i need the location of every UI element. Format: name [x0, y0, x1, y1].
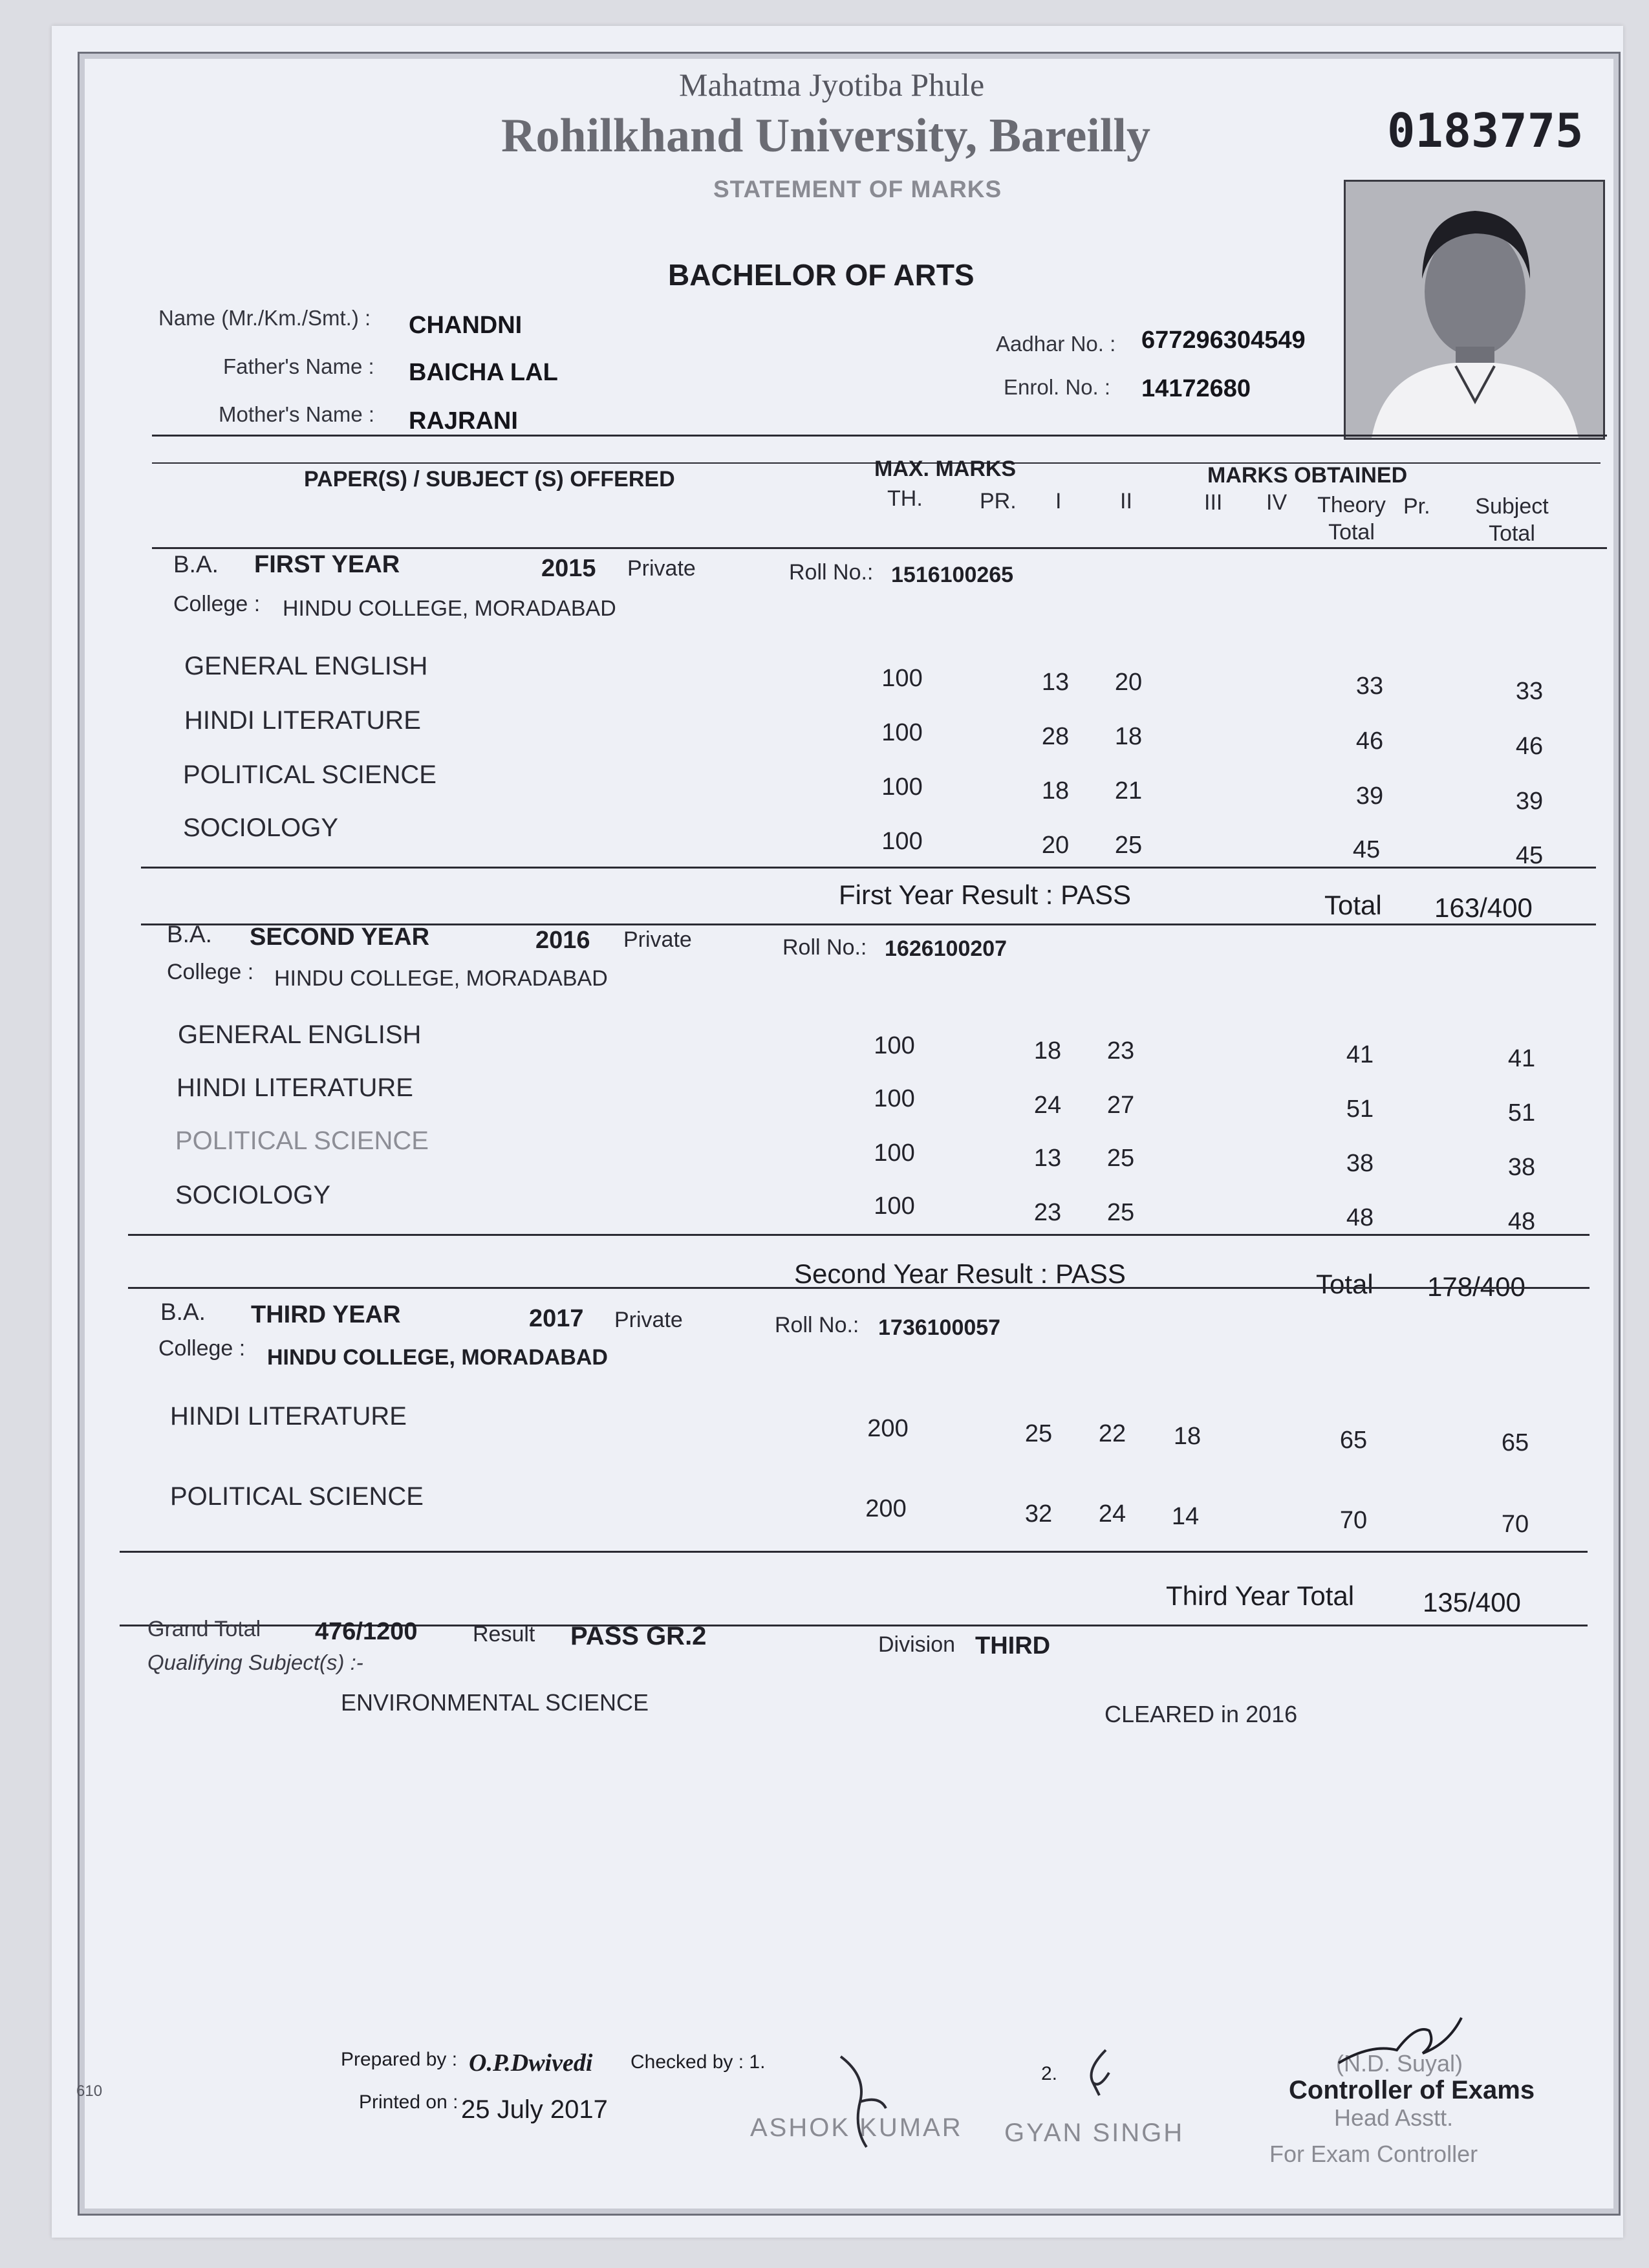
y1-paper-i: 13	[1041, 669, 1070, 696]
y3-paper-iii: 18	[1173, 1423, 1202, 1450]
mother-name: RAJRANI	[409, 407, 518, 435]
qualifying-status: CLEARED in 2016	[1105, 1701, 1298, 1727]
y1-max: 100	[881, 828, 923, 855]
father-name-label: Father's Name :	[223, 354, 374, 378]
col-marks-obtained: MARKS OBTAINED	[1207, 463, 1408, 488]
y2-max: 100	[874, 1139, 915, 1167]
y1-subject-name: HINDI LITERATURE	[184, 706, 421, 735]
y1-paper-i: 28	[1041, 723, 1070, 750]
printed-label: Printed on :	[359, 2091, 458, 2113]
grand-total: 476/1200	[315, 1618, 418, 1645]
header-divider	[152, 435, 1607, 437]
aadhar-label: Aadhar No. :	[996, 332, 1116, 356]
year1-college: HINDU COLLEGE, MORADABAD	[283, 596, 616, 621]
y2-theory-total: 51	[1346, 1096, 1374, 1123]
y3-max: 200	[867, 1415, 909, 1442]
year2-mode: Private	[623, 927, 692, 952]
result-label: Result	[473, 1622, 535, 1647]
year2-divider	[128, 1234, 1590, 1236]
y1-max: 100	[881, 773, 923, 801]
signature-controller	[1332, 2005, 1474, 2076]
y1-subject-total: 33	[1515, 678, 1544, 705]
y3-subject-total: 70	[1501, 1511, 1529, 1538]
y2-paper-ii: 23	[1106, 1037, 1135, 1064]
y3-subject-total: 65	[1501, 1429, 1529, 1456]
prepared-by: O.P.Dwivedi	[469, 2049, 593, 2077]
degree-title: BACHELOR OF ARTS	[668, 258, 975, 292]
y1-subject-name: SOCIOLOGY	[183, 814, 339, 842]
year1-total-label: Total	[1324, 890, 1382, 920]
year1-roll-label: Roll No.:	[789, 560, 874, 585]
year2-roll-label: Roll No.:	[782, 935, 867, 960]
y2-paper-i: 23	[1033, 1199, 1062, 1226]
year3-roll: 1736100057	[878, 1315, 1001, 1340]
year3-college-label: College :	[158, 1336, 246, 1361]
enrol-number: 14172680	[1141, 375, 1251, 402]
y1-subject-name: GENERAL ENGLISH	[184, 652, 428, 680]
y1-max: 100	[881, 665, 923, 692]
final-result: PASS GR.2	[570, 1622, 707, 1650]
col-subject-total: Subject Total	[1475, 494, 1549, 546]
year1-session: 2015	[541, 555, 596, 582]
y1-subject-total: 45	[1515, 842, 1544, 869]
stamp-name: (N.D. Suyal)	[1336, 2050, 1463, 2077]
y1-subject-name: POLITICAL SCIENCE	[183, 761, 436, 789]
margin-number: 610	[76, 2082, 103, 2100]
y2-paper-ii: 25	[1106, 1199, 1135, 1226]
year3-roll-label: Roll No.:	[775, 1313, 859, 1337]
printed-on: 25 July 2017	[461, 2095, 608, 2124]
y1-paper-i: 20	[1041, 832, 1070, 859]
y3-theory-total: 65	[1339, 1427, 1368, 1454]
year2-session: 2016	[535, 927, 590, 954]
y3-subject-name: HINDI LITERATURE	[170, 1402, 407, 1431]
controller-title: Controller of Exams	[1289, 2076, 1535, 2104]
y3-theory-total: 70	[1339, 1507, 1368, 1534]
year1-result: First Year Result : PASS	[839, 880, 1132, 910]
col-i: I	[1055, 489, 1062, 513]
col-theory-total: Theory Total	[1317, 493, 1386, 545]
year3-session: 2017	[529, 1305, 584, 1332]
y3-paper-i: 25	[1024, 1420, 1053, 1447]
checker-2-name: GYAN SINGH	[1004, 2119, 1185, 2147]
mother-name-label: Mother's Name :	[219, 402, 375, 426]
y1-paper-i: 18	[1041, 777, 1070, 805]
enrol-label: Enrol. No. :	[1004, 375, 1111, 399]
year2-result: Second Year Result : PASS	[794, 1258, 1126, 1289]
y2-paper-i: 18	[1033, 1037, 1062, 1064]
col-iii: III	[1204, 490, 1223, 515]
y2-max: 100	[874, 1193, 915, 1220]
year1-ba: B.A.	[173, 551, 219, 578]
y1-theory-total: 45	[1352, 836, 1381, 863]
year3-divider	[120, 1551, 1588, 1553]
name-label: Name (Mr./Km./Smt.) :	[158, 306, 371, 330]
division-label: Division	[878, 1632, 956, 1657]
year1-title: FIRST YEAR	[254, 551, 400, 578]
year1-roll: 1516100265	[891, 563, 1014, 587]
year1-mode: Private	[627, 556, 696, 581]
serial-number: 0183775	[1387, 103, 1584, 158]
y2-theory-total: 48	[1346, 1204, 1374, 1231]
y1-paper-ii: 18	[1114, 723, 1143, 750]
year1-total: 163/400	[1434, 892, 1533, 923]
y2-subject-name: HINDI LITERATURE	[177, 1074, 413, 1102]
stamp-line3: For Exam Controller	[1269, 2141, 1478, 2167]
checked-2: 2.	[1041, 2063, 1058, 2084]
y2-paper-ii: 27	[1106, 1092, 1135, 1119]
checked-label: Checked by : 1.	[630, 2051, 766, 2073]
col-iv: IV	[1266, 490, 1288, 515]
y2-subject-total: 51	[1507, 1099, 1536, 1127]
signature-checker-1	[828, 2050, 918, 2154]
y2-subject-total: 48	[1507, 1208, 1536, 1235]
y1-paper-ii: 25	[1114, 832, 1143, 859]
col-ii: II	[1120, 489, 1132, 513]
year2-roll: 1626100207	[885, 936, 1008, 961]
aadhar-number: 677296304549	[1141, 327, 1306, 354]
checker-1-name: ASHOK KUMAR	[750, 2113, 963, 2142]
col-th: TH.	[887, 486, 923, 511]
statement-title: STATEMENT OF MARKS	[713, 176, 1002, 202]
qualifying-label: Qualifying Subject(s) :-	[147, 1650, 363, 1674]
year2-total-label: Total	[1316, 1269, 1374, 1299]
y1-paper-ii: 21	[1114, 777, 1143, 805]
y3-paper-ii: 24	[1098, 1500, 1126, 1528]
y2-paper-i: 24	[1033, 1092, 1062, 1119]
y1-max: 100	[881, 719, 923, 746]
university-line1: Mahatma Jyotiba Phule	[679, 67, 985, 103]
y2-subject-name: SOCIOLOGY	[175, 1181, 331, 1209]
signature-checker-2	[1073, 2044, 1125, 2102]
y2-subject-name: POLITICAL SCIENCE	[175, 1127, 429, 1155]
grand-total-label: Grand Total	[147, 1617, 261, 1641]
y2-paper-ii: 25	[1106, 1145, 1135, 1172]
y2-theory-total: 38	[1346, 1150, 1374, 1177]
year3-mode: Private	[614, 1308, 683, 1332]
y3-max: 200	[865, 1495, 907, 1522]
y2-subject-total: 38	[1507, 1154, 1536, 1181]
y1-theory-total: 33	[1355, 673, 1384, 700]
year1-college-label: College :	[173, 592, 261, 616]
year2-ba: B.A.	[167, 921, 212, 947]
y2-max: 100	[874, 1032, 915, 1059]
portrait-image	[1346, 182, 1603, 438]
col-pr: PR.	[980, 489, 1017, 513]
prepared-label: Prepared by :	[341, 2049, 458, 2070]
y1-paper-ii: 20	[1114, 669, 1143, 696]
y2-subject-name: GENERAL ENGLISH	[178, 1021, 422, 1049]
col-paper: PAPER(S) / SUBJECT (S) OFFERED	[304, 467, 675, 491]
col-pr-obtained: Pr.	[1403, 494, 1430, 519]
university-name: Rohilkhand University, Bareilly	[501, 109, 1150, 162]
y1-subject-total: 46	[1515, 733, 1544, 760]
y2-theory-total: 41	[1346, 1041, 1374, 1068]
columns-bottom-divider	[152, 547, 1607, 549]
year3-ba: B.A.	[160, 1299, 206, 1325]
student-name: CHANDNI	[409, 312, 523, 339]
y1-theory-total: 46	[1355, 728, 1384, 755]
y1-theory-total: 39	[1355, 783, 1384, 810]
y3-paper-i: 32	[1024, 1500, 1053, 1528]
y2-max: 100	[874, 1085, 915, 1112]
y2-paper-i: 13	[1033, 1145, 1062, 1172]
year2-title: SECOND YEAR	[250, 923, 430, 951]
y3-paper-iii: 14	[1171, 1503, 1200, 1530]
y3-subject-name: POLITICAL SCIENCE	[170, 1482, 424, 1511]
year3-college: HINDU COLLEGE, MORADABAD	[267, 1345, 608, 1370]
year2-college-label: College :	[167, 960, 254, 984]
year3-total-label: Third Year Total	[1166, 1581, 1355, 1611]
year2-bottom-line	[128, 1287, 1590, 1289]
year2-college: HINDU COLLEGE, MORADABAD	[274, 966, 608, 991]
father-name: BAICHA LAL	[409, 359, 558, 386]
qualifying-subject: ENVIRONMENTAL SCIENCE	[341, 1689, 649, 1716]
col-max-marks: MAX. MARKS	[874, 457, 1017, 481]
division: THIRD	[975, 1632, 1051, 1659]
stamp-line2: Head Asstt.	[1334, 2104, 1454, 2131]
student-photo	[1344, 180, 1605, 440]
year2-total: 178/400	[1427, 1271, 1525, 1302]
y2-subject-total: 41	[1507, 1045, 1536, 1072]
y3-paper-ii: 22	[1098, 1420, 1126, 1447]
year3-title: THIRD YEAR	[251, 1301, 401, 1328]
y1-subject-total: 39	[1515, 788, 1544, 815]
year1-divider	[141, 867, 1596, 869]
year3-total: 135/400	[1423, 1587, 1521, 1617]
